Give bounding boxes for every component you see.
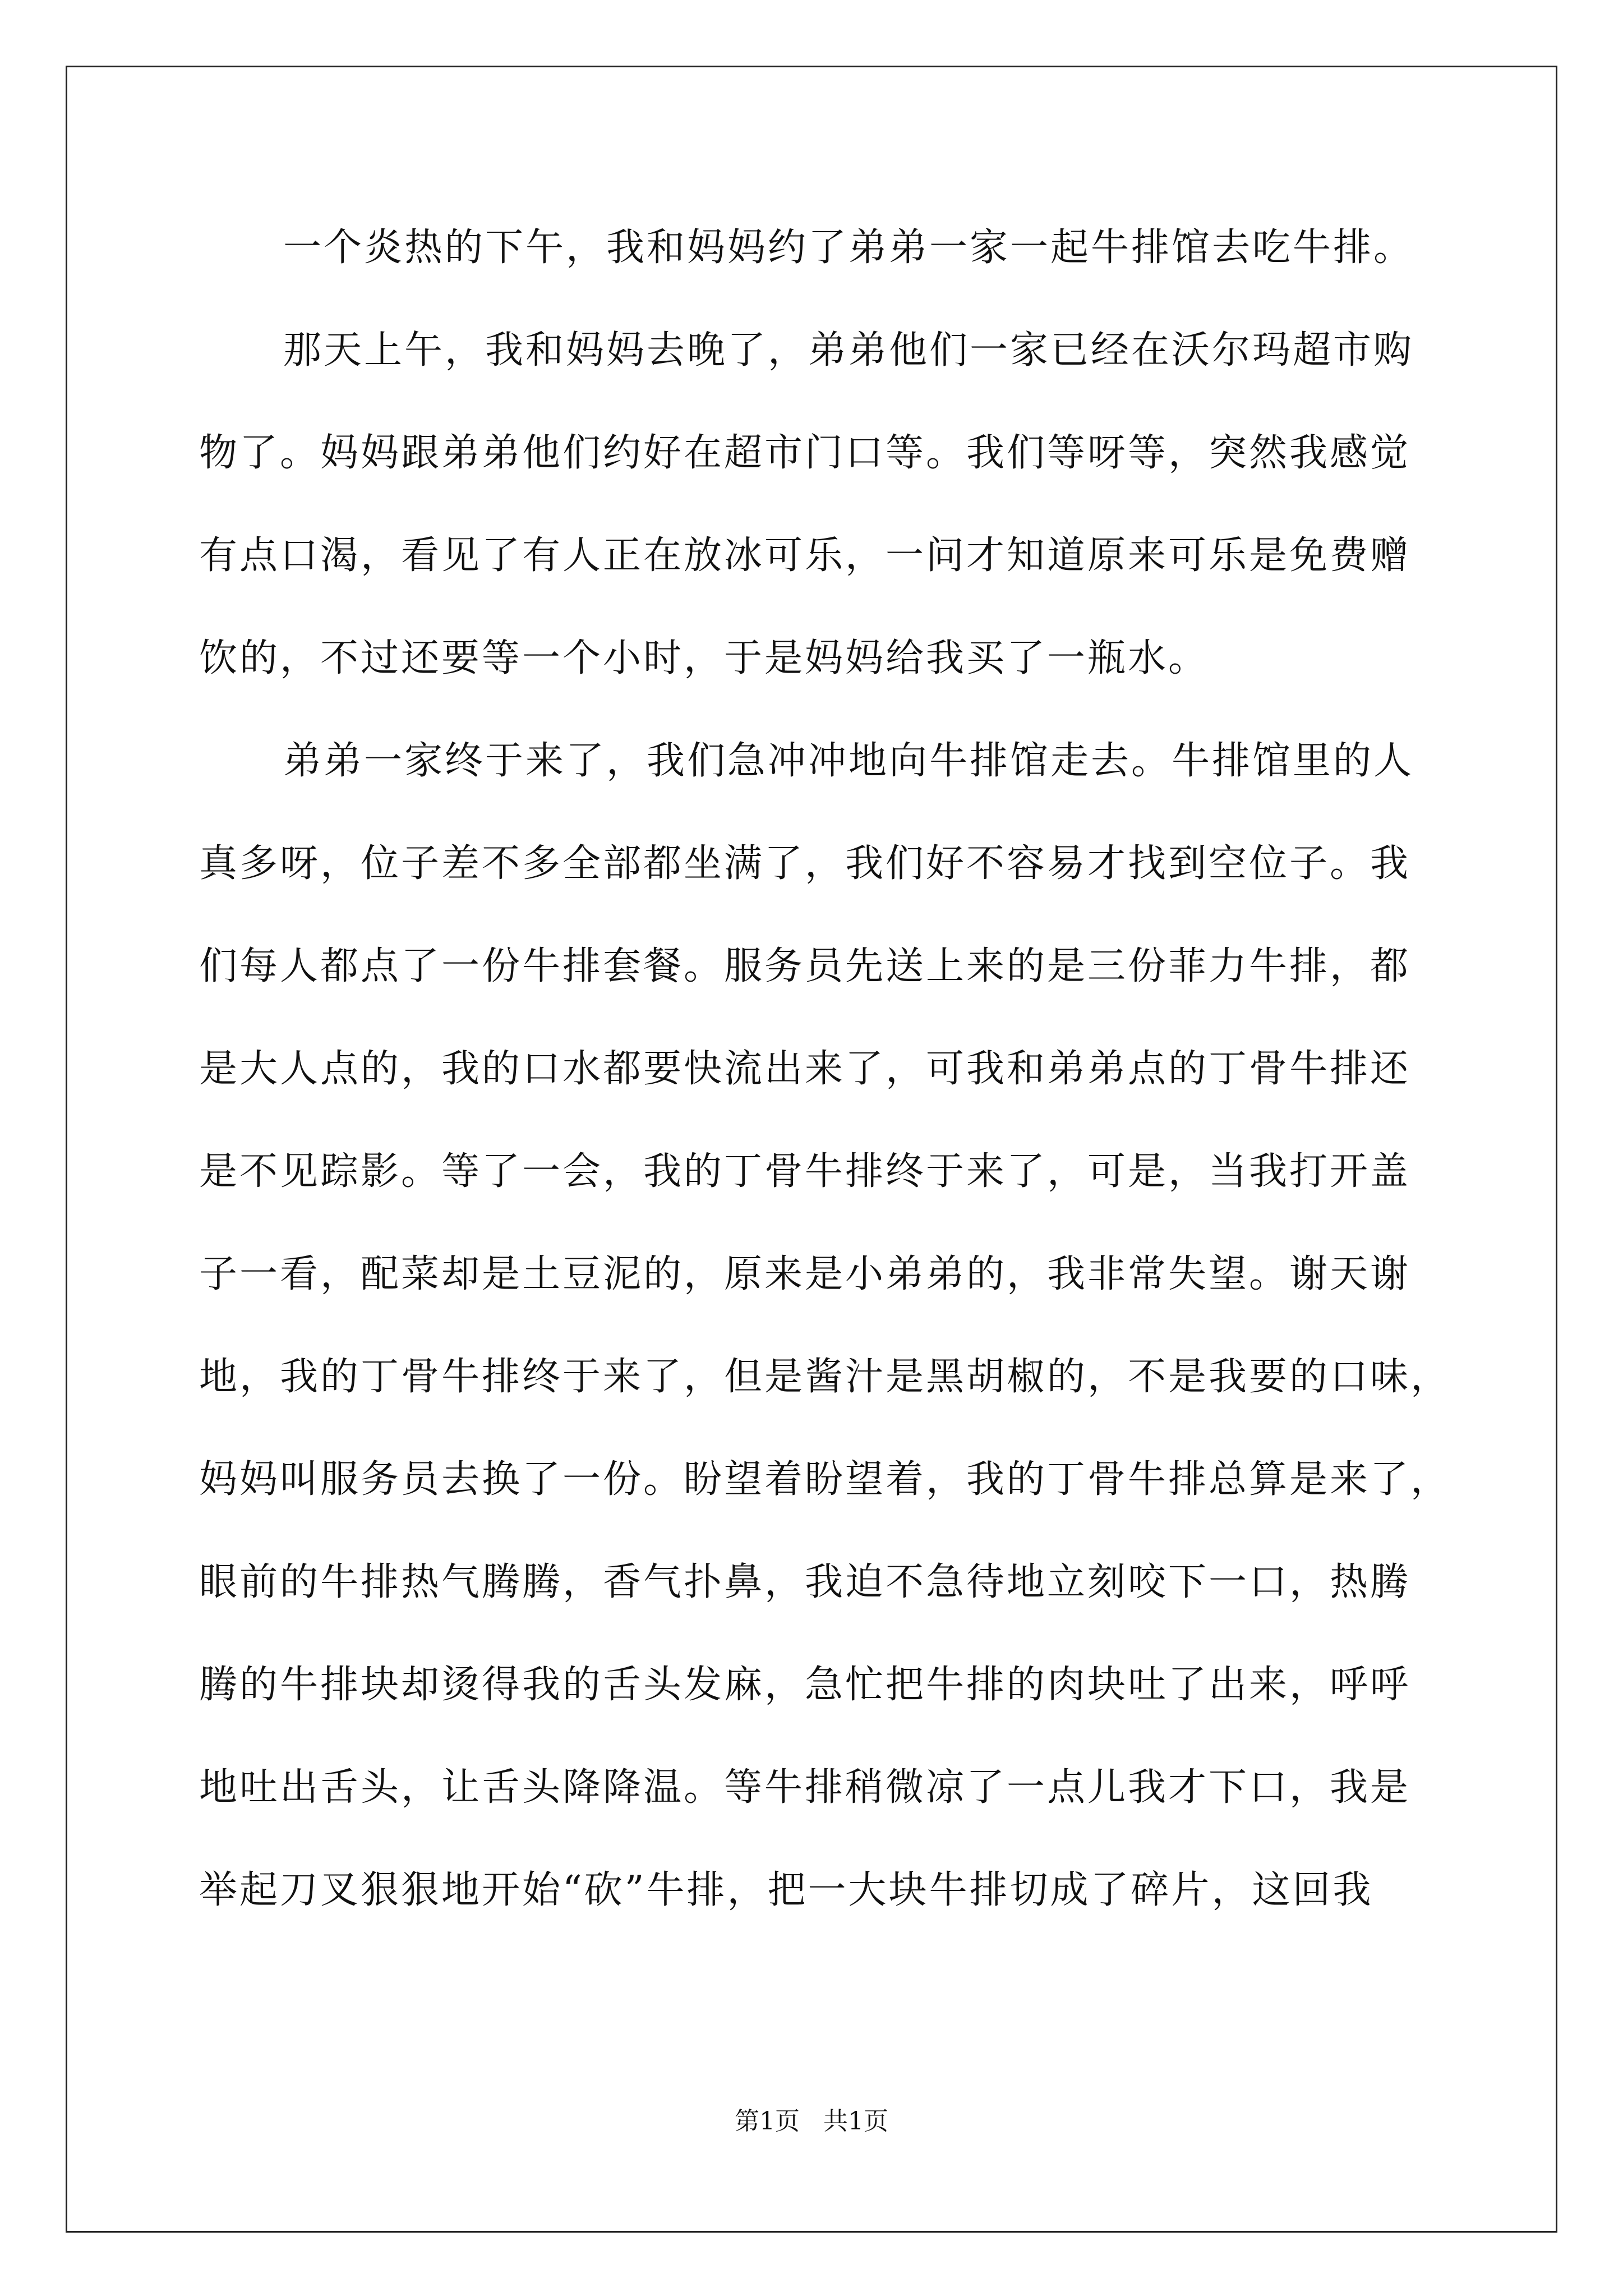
paragraph-3-line-3: 们每人都点了一份牛排套餐。服务员先送上来的是三份菲力牛排，都 xyxy=(199,944,1411,988)
paragraph-3-line-10: 腾的牛排块却烫得我的舌头发麻，急忙把牛排的肉块吐了出来，呼呼 xyxy=(199,1663,1411,1707)
paragraph-1-line-1: 一个炎热的下午，我和妈妈约了弟弟一家一起牛排馆去吃牛排。 xyxy=(283,226,1414,270)
paragraph-2-line-3: 有点口渴，看见了有人正在放冰可乐，一问才知道原来可乐是免费赠 xyxy=(199,533,1411,578)
paragraph-3-line-9: 眼前的牛排热气腾腾，香气扑鼻，我迫不急待地立刻咬下一口，热腾 xyxy=(199,1560,1411,1604)
paragraph-3-line-11: 地吐出舌头，让舌头降降温。等牛排稍微凉了一点儿我才下口，我是 xyxy=(199,1765,1411,1810)
paragraph-2-line-2: 物了。妈妈跟弟弟他们约好在超市门口等。我们等呀等，突然我感觉 xyxy=(199,431,1411,475)
paragraph-2-line-1: 那天上午，我和妈妈去晚了，弟弟他们一家已经在沃尔玛超市购 xyxy=(283,328,1414,372)
page-number-footer: 第1页 共1页 xyxy=(735,2107,888,2136)
paragraph-3-line-12: 举起刀叉狠狠地开始“砍”牛排，把一大块牛排切成了碎片，这回我 xyxy=(199,1868,1373,1912)
paragraph-3-line-2: 真多呀，位子差不多全部都坐满了，我们好不容易才找到空位子。我 xyxy=(199,841,1411,886)
paragraph-3-line-7: 地，我的丁骨牛排终于来了，但是酱汁是黑胡椒的，不是我要的口味， xyxy=(199,1355,1451,1399)
paragraph-2-line-4: 饮的，不过还要等一个小时，于是妈妈给我买了一瓶水。 xyxy=(199,636,1209,680)
paragraph-3-line-6: 子一看，配菜却是土豆泥的，原来是小弟弟的，我非常失望。谢天谢 xyxy=(199,1252,1411,1296)
document-body xyxy=(199,196,1451,1941)
paragraph-3-line-5: 是不见踪影。等了一会，我的丁骨牛排终于来了，可是，当我打开盖 xyxy=(199,1149,1411,1194)
paragraph-3-line-8: 妈妈叫服务员去换了一份。盼望着盼望着，我的丁骨牛排总算是来了， xyxy=(199,1457,1451,1502)
paragraph-3-line-1: 弟弟一家终于来了，我们急冲冲地向牛排馆走去。牛排馆里的人 xyxy=(283,739,1414,783)
paragraph-3-line-4: 是大人点的，我的口水都要快流出来了，可我和弟弟点的丁骨牛排还 xyxy=(199,1047,1411,1091)
